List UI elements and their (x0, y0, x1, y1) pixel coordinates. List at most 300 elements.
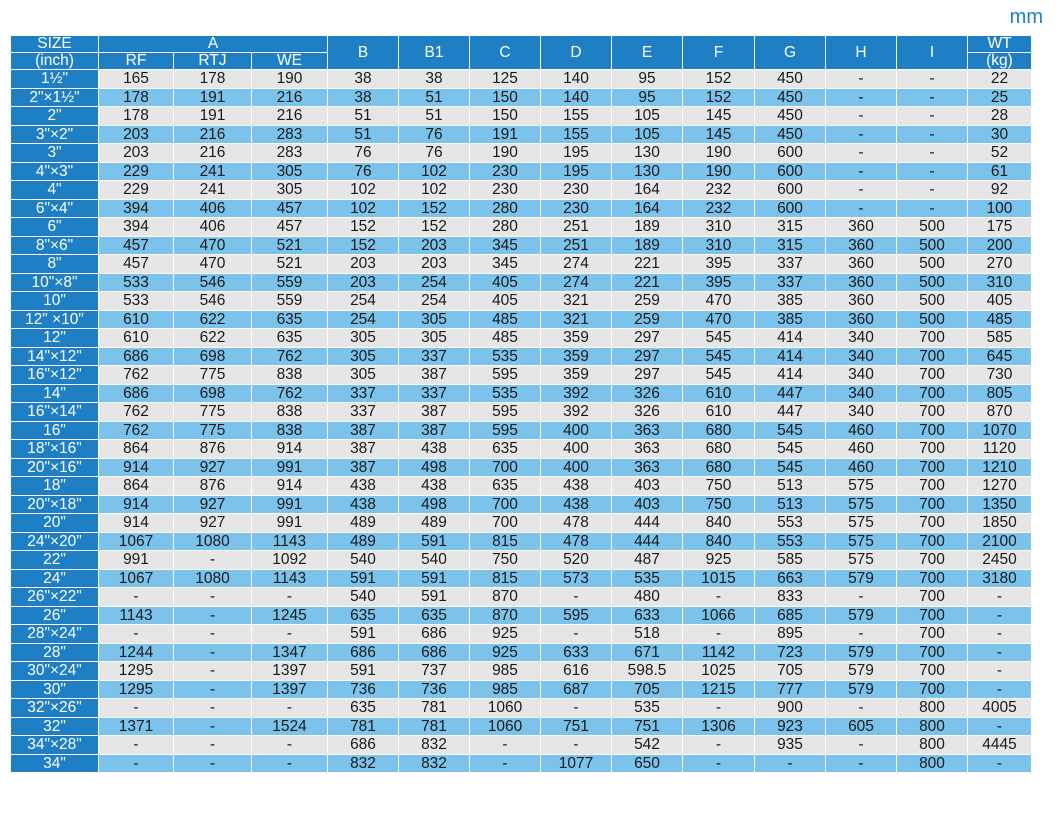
cell-c: 345 (470, 236, 541, 255)
cell-b1: 781 (399, 699, 470, 718)
cell-a-rf: 1143 (99, 606, 174, 625)
table-row (11, 569, 1032, 588)
cell-h: 575 (826, 551, 897, 570)
cell-d: 400 (541, 458, 612, 477)
cell-c: 125 (470, 70, 541, 89)
cell-a-rf: 610 (99, 310, 174, 329)
cell-d: 751 (541, 717, 612, 736)
cell-a-we: 521 (252, 236, 328, 255)
cell-a-rf: 864 (99, 440, 174, 459)
cell-d: 140 (541, 70, 612, 89)
table-row (11, 366, 1032, 385)
cell-a-we: 305 (252, 162, 328, 181)
cell-h: 579 (826, 643, 897, 662)
cell-b: 686 (328, 643, 399, 662)
cell-i: 700 (897, 366, 968, 385)
cell-e: 221 (612, 255, 683, 274)
table-row (11, 588, 1032, 607)
cell-g: 923 (755, 717, 826, 736)
cell-a-rf: 1295 (99, 680, 174, 699)
cell-f: 840 (683, 532, 755, 551)
a-rtj-header: RTJ (174, 53, 252, 70)
cell-wt: 645 (968, 347, 1032, 366)
cell-a-we: 521 (252, 255, 328, 274)
cell-d: 633 (541, 643, 612, 662)
cell-b: 337 (328, 384, 399, 403)
cell-h: 579 (826, 680, 897, 699)
cell-i: 700 (897, 329, 968, 348)
col-header-f: F (683, 36, 755, 70)
cell-a-rtj: 927 (174, 514, 252, 533)
cell-a-we: - (252, 736, 328, 755)
cell-f: 1066 (683, 606, 755, 625)
cell-d: 400 (541, 440, 612, 459)
cell-d: 359 (541, 366, 612, 385)
cell-g: 935 (755, 736, 826, 755)
cell-b: 76 (328, 162, 399, 181)
cell-d: 478 (541, 532, 612, 551)
cell-a-rtj: 241 (174, 181, 252, 200)
cell-a-rtj: 775 (174, 421, 252, 440)
cell-g: 663 (755, 569, 826, 588)
cell-a-rf: 1244 (99, 643, 174, 662)
cell-a-rf: 864 (99, 477, 174, 496)
cell-a-rtj: 622 (174, 310, 252, 329)
cell-wt: 270 (968, 255, 1032, 274)
cell-a-rf: 178 (99, 107, 174, 126)
cell-e: 259 (612, 310, 683, 329)
cell-c: 925 (470, 643, 541, 662)
cell-g: 833 (755, 588, 826, 607)
cell-h: 575 (826, 514, 897, 533)
cell-f: 395 (683, 273, 755, 292)
col-header-b1: B1 (399, 36, 470, 70)
cell-size: 24"×20" (11, 532, 99, 551)
cell-a-rtj: 927 (174, 495, 252, 514)
cell-e: 95 (612, 70, 683, 89)
cell-a-we: - (252, 699, 328, 718)
cell-c: 815 (470, 569, 541, 588)
cell-i: - (897, 181, 968, 200)
cell-f: 152 (683, 88, 755, 107)
cell-a-rf: - (99, 699, 174, 718)
cell-f: 145 (683, 125, 755, 144)
cell-b1: 438 (399, 477, 470, 496)
cell-wt: 805 (968, 384, 1032, 403)
cell-i: 500 (897, 236, 968, 255)
cell-b1: 254 (399, 292, 470, 311)
cell-g: 600 (755, 162, 826, 181)
cell-wt: - (968, 643, 1032, 662)
cell-a-rtj: 775 (174, 403, 252, 422)
cell-g: - (755, 754, 826, 773)
cell-g: 513 (755, 495, 826, 514)
cell-size: 14"×12" (11, 347, 99, 366)
cell-b1: 102 (399, 162, 470, 181)
cell-d: 687 (541, 680, 612, 699)
table-row (11, 477, 1032, 496)
cell-size: 10" (11, 292, 99, 311)
cell-b: 305 (328, 329, 399, 348)
table-row (11, 440, 1032, 459)
cell-b1: 832 (399, 736, 470, 755)
cell-a-we: - (252, 625, 328, 644)
cell-f: 610 (683, 384, 755, 403)
cell-b: 387 (328, 421, 399, 440)
cell-g: 447 (755, 403, 826, 422)
table-row (11, 458, 1032, 477)
cell-f: 190 (683, 162, 755, 181)
cell-e: 444 (612, 514, 683, 533)
cell-size: 2"×1½" (11, 88, 99, 107)
cell-a-rf: 762 (99, 403, 174, 422)
cell-d: 1077 (541, 754, 612, 773)
cell-g: 685 (755, 606, 826, 625)
cell-d: 392 (541, 384, 612, 403)
cell-g: 450 (755, 107, 826, 126)
table-header (11, 36, 1032, 70)
cell-d: 274 (541, 255, 612, 274)
cell-b: 686 (328, 736, 399, 755)
cell-wt: 61 (968, 162, 1032, 181)
cell-a-rf: 762 (99, 421, 174, 440)
table-row (11, 107, 1032, 126)
cell-d: 251 (541, 236, 612, 255)
cell-h: - (826, 70, 897, 89)
cell-e: 326 (612, 403, 683, 422)
col-header-i: I (897, 36, 968, 70)
cell-h: 460 (826, 421, 897, 440)
cell-b1: 387 (399, 403, 470, 422)
cell-e: 751 (612, 717, 683, 736)
cell-a-we: 1143 (252, 532, 328, 551)
cell-wt: 1270 (968, 477, 1032, 496)
cell-c: 595 (470, 366, 541, 385)
cell-a-we: 838 (252, 366, 328, 385)
cell-e: 130 (612, 162, 683, 181)
cell-wt: 1120 (968, 440, 1032, 459)
cell-b1: 38 (399, 70, 470, 89)
cell-d: 321 (541, 292, 612, 311)
cell-a-rtj: 622 (174, 329, 252, 348)
cell-g: 545 (755, 421, 826, 440)
cell-size: 4" (11, 181, 99, 200)
cell-h: 360 (826, 310, 897, 329)
cell-b1: 76 (399, 125, 470, 144)
cell-size: 6" (11, 218, 99, 237)
cell-i: 700 (897, 643, 968, 662)
cell-c: 190 (470, 144, 541, 163)
cell-g: 414 (755, 366, 826, 385)
cell-a-rtj: 876 (174, 477, 252, 496)
cell-size: 32"×26" (11, 699, 99, 718)
cell-b: 635 (328, 699, 399, 718)
cell-a-rtj: - (174, 754, 252, 773)
cell-b1: 591 (399, 588, 470, 607)
cell-g: 385 (755, 292, 826, 311)
cell-h: 360 (826, 273, 897, 292)
cell-i: 700 (897, 421, 968, 440)
cell-g: 705 (755, 662, 826, 681)
cell-b1: 305 (399, 310, 470, 329)
cell-b1: 387 (399, 366, 470, 385)
cell-b1: 203 (399, 236, 470, 255)
cell-a-rtj: - (174, 643, 252, 662)
cell-a-rtj: 775 (174, 366, 252, 385)
cell-a-we: 914 (252, 440, 328, 459)
table-row (11, 384, 1032, 403)
cell-i: 500 (897, 310, 968, 329)
cell-a-we: 762 (252, 347, 328, 366)
cell-g: 450 (755, 125, 826, 144)
table-row (11, 273, 1032, 292)
cell-b1: 635 (399, 606, 470, 625)
cell-a-rf: 229 (99, 181, 174, 200)
cell-f: - (683, 754, 755, 773)
cell-c: 985 (470, 680, 541, 699)
cell-b1: 51 (399, 107, 470, 126)
cell-wt: 870 (968, 403, 1032, 422)
cell-b: 51 (328, 125, 399, 144)
cell-i: 700 (897, 495, 968, 514)
cell-a-we: 762 (252, 384, 328, 403)
cell-d: 616 (541, 662, 612, 681)
cell-e: 130 (612, 144, 683, 163)
cell-i: 500 (897, 218, 968, 237)
cell-a-rf: 1067 (99, 569, 174, 588)
cell-a-rf: 914 (99, 514, 174, 533)
cell-a-we: 914 (252, 477, 328, 496)
cell-i: - (897, 144, 968, 163)
cell-g: 513 (755, 477, 826, 496)
cell-wt: 585 (968, 329, 1032, 348)
wt-header: WT (968, 36, 1032, 53)
cell-a-rf: 457 (99, 236, 174, 255)
cell-f: 840 (683, 514, 755, 533)
cell-c: - (470, 736, 541, 755)
wt-unit-header: (kg) (968, 53, 1032, 70)
cell-h: 575 (826, 532, 897, 551)
table-row (11, 255, 1032, 274)
cell-size: 30" (11, 680, 99, 699)
cell-f: 470 (683, 310, 755, 329)
cell-size: 18"×16" (11, 440, 99, 459)
cell-g: 337 (755, 273, 826, 292)
cell-i: 700 (897, 551, 968, 570)
cell-b1: 736 (399, 680, 470, 699)
table-row (11, 643, 1032, 662)
cell-a-we: 305 (252, 181, 328, 200)
cell-a-rf: 991 (99, 551, 174, 570)
cell-b: 203 (328, 255, 399, 274)
cell-h: 460 (826, 440, 897, 459)
cell-b: 591 (328, 662, 399, 681)
col-header-d: D (541, 36, 612, 70)
cell-c: 405 (470, 273, 541, 292)
cell-a-rf: 1371 (99, 717, 174, 736)
table-row (11, 717, 1032, 736)
cell-f: 395 (683, 255, 755, 274)
cell-g: 600 (755, 199, 826, 218)
cell-a-rtj: 406 (174, 199, 252, 218)
cell-b: 38 (328, 88, 399, 107)
cell-h: 575 (826, 477, 897, 496)
cell-wt: 200 (968, 236, 1032, 255)
cell-b: 76 (328, 144, 399, 163)
cell-e: 363 (612, 440, 683, 459)
cell-b: 489 (328, 514, 399, 533)
cell-size: 14" (11, 384, 99, 403)
col-header-c: C (470, 36, 541, 70)
cell-h: 360 (826, 255, 897, 274)
cell-h: 340 (826, 329, 897, 348)
cell-d: - (541, 736, 612, 755)
cell-g: 600 (755, 181, 826, 200)
cell-a-we: 283 (252, 125, 328, 144)
table-row (11, 736, 1032, 755)
cell-a-we: 635 (252, 329, 328, 348)
table-row (11, 403, 1032, 422)
cell-a-rf: 686 (99, 384, 174, 403)
cell-i: - (897, 70, 968, 89)
cell-wt: - (968, 606, 1032, 625)
cell-wt: - (968, 588, 1032, 607)
cell-e: 535 (612, 569, 683, 588)
cell-e: 487 (612, 551, 683, 570)
cell-size: 8"×6" (11, 236, 99, 255)
cell-a-rf: - (99, 754, 174, 773)
cell-b1: 102 (399, 181, 470, 200)
cell-a-rtj: 876 (174, 440, 252, 459)
cell-g: 385 (755, 310, 826, 329)
cell-b1: 686 (399, 625, 470, 644)
cell-g: 585 (755, 551, 826, 570)
cell-c: 870 (470, 606, 541, 625)
cell-wt: 1210 (968, 458, 1032, 477)
cell-i: 800 (897, 754, 968, 773)
cell-size: 16"×12" (11, 366, 99, 385)
cell-a-we: 1397 (252, 680, 328, 699)
table-row (11, 162, 1032, 181)
cell-e: 363 (612, 458, 683, 477)
cell-a-rf: 533 (99, 292, 174, 311)
cell-d: 359 (541, 329, 612, 348)
cell-c: - (470, 754, 541, 773)
cell-size: 16"×14" (11, 403, 99, 422)
cell-h: 360 (826, 292, 897, 311)
cell-a-we: - (252, 754, 328, 773)
cell-a-rtj: 406 (174, 218, 252, 237)
cell-h: 579 (826, 662, 897, 681)
cell-i: 700 (897, 514, 968, 533)
cell-wt: - (968, 717, 1032, 736)
a-we-header: WE (252, 53, 328, 70)
cell-a-rf: 610 (99, 329, 174, 348)
cell-b: 152 (328, 218, 399, 237)
cell-a-rtj: 216 (174, 144, 252, 163)
cell-a-rtj: 191 (174, 88, 252, 107)
cell-b1: 591 (399, 532, 470, 551)
cell-f: 310 (683, 236, 755, 255)
table-row (11, 199, 1032, 218)
table-row (11, 680, 1032, 699)
cell-f: 470 (683, 292, 755, 311)
cell-h: 340 (826, 384, 897, 403)
cell-wt: 4005 (968, 699, 1032, 718)
cell-a-rtj: 698 (174, 384, 252, 403)
cell-h: - (826, 125, 897, 144)
cell-e: 221 (612, 273, 683, 292)
cell-a-we: 1524 (252, 717, 328, 736)
cell-d: 230 (541, 181, 612, 200)
cell-c: 815 (470, 532, 541, 551)
cell-e: 542 (612, 736, 683, 755)
cell-h: - (826, 699, 897, 718)
cell-d: - (541, 699, 612, 718)
a-group-header: A (99, 36, 328, 53)
cell-a-rtj: - (174, 606, 252, 625)
cell-wt: 175 (968, 218, 1032, 237)
cell-g: 315 (755, 218, 826, 237)
cell-b: 102 (328, 199, 399, 218)
cell-b: 305 (328, 366, 399, 385)
cell-b1: 51 (399, 88, 470, 107)
cell-a-we: 190 (252, 70, 328, 89)
table-row (11, 662, 1032, 681)
cell-b: 387 (328, 440, 399, 459)
cell-size: 4"×3" (11, 162, 99, 181)
cell-wt: 25 (968, 88, 1032, 107)
cell-h: - (826, 625, 897, 644)
cell-size: 12" ×10" (11, 310, 99, 329)
cell-i: 500 (897, 273, 968, 292)
unit-label: mm (1009, 6, 1043, 28)
cell-c: 150 (470, 107, 541, 126)
cell-c: 985 (470, 662, 541, 681)
cell-c: 191 (470, 125, 541, 144)
cell-d: 195 (541, 144, 612, 163)
cell-b1: 737 (399, 662, 470, 681)
cell-d: 195 (541, 162, 612, 181)
cell-e: 297 (612, 366, 683, 385)
cell-size: 12" (11, 329, 99, 348)
cell-h: 579 (826, 569, 897, 588)
table-row (11, 495, 1032, 514)
cell-b: 254 (328, 310, 399, 329)
cell-i: 700 (897, 680, 968, 699)
cell-i: 800 (897, 699, 968, 718)
cell-wt: - (968, 754, 1032, 773)
cell-b1: 203 (399, 255, 470, 274)
cell-c: 635 (470, 440, 541, 459)
cell-c: 700 (470, 514, 541, 533)
cell-e: 705 (612, 680, 683, 699)
cell-a-rtj: 927 (174, 458, 252, 477)
cell-h: 340 (826, 347, 897, 366)
cell-a-rf: 1067 (99, 532, 174, 551)
cell-c: 535 (470, 384, 541, 403)
cell-i: - (897, 162, 968, 181)
cell-d: 438 (541, 477, 612, 496)
cell-h: - (826, 588, 897, 607)
cell-a-rtj: 546 (174, 292, 252, 311)
cell-h: 575 (826, 495, 897, 514)
cell-a-rf: 394 (99, 218, 174, 237)
cell-f: 152 (683, 70, 755, 89)
cell-b1: 498 (399, 495, 470, 514)
cell-b: 203 (328, 273, 399, 292)
table-row (11, 292, 1032, 311)
